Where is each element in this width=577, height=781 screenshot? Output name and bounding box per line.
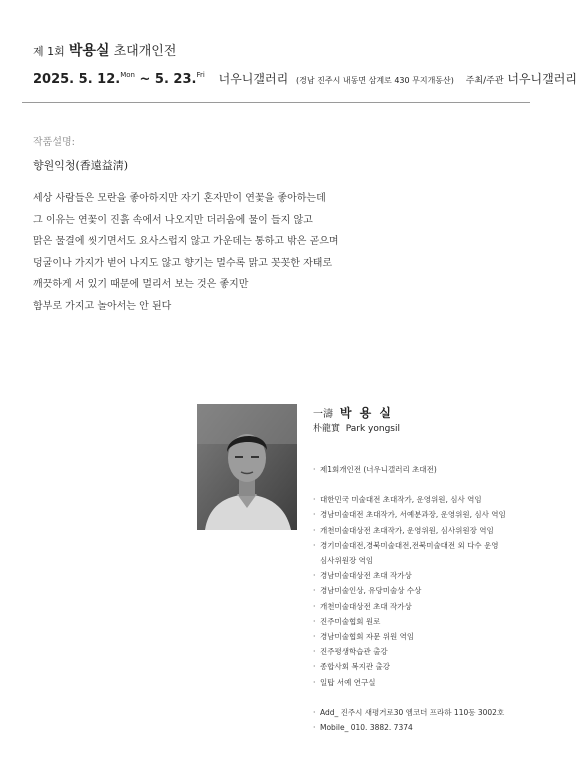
contact-address: · Add_ 진주시 새평거로30 엠코더 프라하 110동 3002호 xyxy=(313,705,533,720)
bio-item: · 일탑 서예 연구실 xyxy=(313,675,533,690)
artist-name-block xyxy=(313,404,393,421)
bio-item: · 경남미술협회 자문 위원 역임 xyxy=(313,629,533,644)
artist-hanja: 朴龍實 xyxy=(313,424,341,434)
artist-full-name: 박 용 실 xyxy=(339,406,393,420)
description-line: 덩굴이나 가지가 벋어 나지도 않고 향기는 멀수록 맑고 꼿꼿한 자태로 xyxy=(33,257,333,269)
day-end: Fri xyxy=(196,71,205,79)
bio-item: · 진주평생학습관 출강 xyxy=(313,644,533,659)
biography-list xyxy=(313,462,533,735)
date-end: 5. 23. xyxy=(154,72,197,87)
description-line: 세상 사람들은 모란을 좋아하지만 자기 혼자만이 연꽃을 좋아하는데 xyxy=(33,193,326,204)
bio-item: · 개천미술대상전 초대작가, 운영위원, 심사위원장 역임 xyxy=(313,523,533,538)
title-prefix: 제 1회 xyxy=(33,45,65,58)
work-title: 향원익청(香遠益淸) xyxy=(33,159,129,172)
bio-item: · 종합사회 복지관 출강 xyxy=(313,659,533,674)
description-line: 함부로 가지고 놀아서는 안 된다 xyxy=(33,300,172,312)
artist-photo xyxy=(197,404,297,530)
description-label: 작품설명: xyxy=(33,137,76,148)
bio-item: · 제1회개인전 (너우니갤러리 초대전) xyxy=(313,462,533,477)
portrait-image xyxy=(197,404,297,530)
artist-name: 박용실 xyxy=(68,43,110,59)
description-line: 그 이유는 연꽃이 진흙 속에서 나오지만 더러움에 물이 들지 않고 xyxy=(33,214,313,226)
host-name: 너우니갤러리 xyxy=(507,72,577,86)
title-suffix: 초대개인전 xyxy=(113,44,177,59)
bio-item: · 대한민국 미술대전 초대작가, 운영위원, 심사 역임 xyxy=(313,492,533,507)
exhibition-info xyxy=(33,70,577,87)
bio-item: · 경기미술대전,경북미술대전,전북미술대전 외 다수 운영 xyxy=(313,538,533,553)
exhibition-title xyxy=(33,40,176,60)
artist-english: Park yongsil xyxy=(345,424,401,434)
divider xyxy=(22,102,530,103)
host-label: 주최/주관 xyxy=(465,76,504,86)
bio-item: · 경남미술인상, 유당미술상 수상 xyxy=(313,583,533,598)
artist-name-alt xyxy=(313,421,400,434)
date-start: 2025. 5. 12. xyxy=(33,72,121,87)
bio-item: · 개천미술대상전 초대 작가상 xyxy=(313,599,533,614)
pen-name: 一濤 xyxy=(313,409,333,420)
description-line: 깨끗하게 서 있기 때문에 멀리서 보는 것은 좋지만 xyxy=(33,279,249,290)
day-start: Mon xyxy=(120,71,135,79)
bio-item-continued: 심사위원장 역임 xyxy=(320,556,374,566)
date-separator: ~ xyxy=(134,72,155,87)
gallery-address: (경남 진주시 내동면 삼계로 430 무지개동산) xyxy=(296,76,454,85)
bio-item: · 경남미술대상전 초대 작가상 xyxy=(313,568,533,583)
contact-mobile: · Mobile_ 010. 3882. 7374 xyxy=(313,720,533,735)
description-text xyxy=(33,188,503,317)
bio-item: · 진주미술협회 원로 xyxy=(313,614,533,629)
bio-item: · 경남미술대전 초대작가, 서예분과장, 운영위원, 심사 역임 xyxy=(313,507,533,522)
gallery-name: 너우니갤러리 xyxy=(218,72,289,86)
description-line: 맑은 물결에 씻기면서도 요사스럽지 않고 가운데는 통하고 밖은 곧으며 xyxy=(33,236,339,247)
